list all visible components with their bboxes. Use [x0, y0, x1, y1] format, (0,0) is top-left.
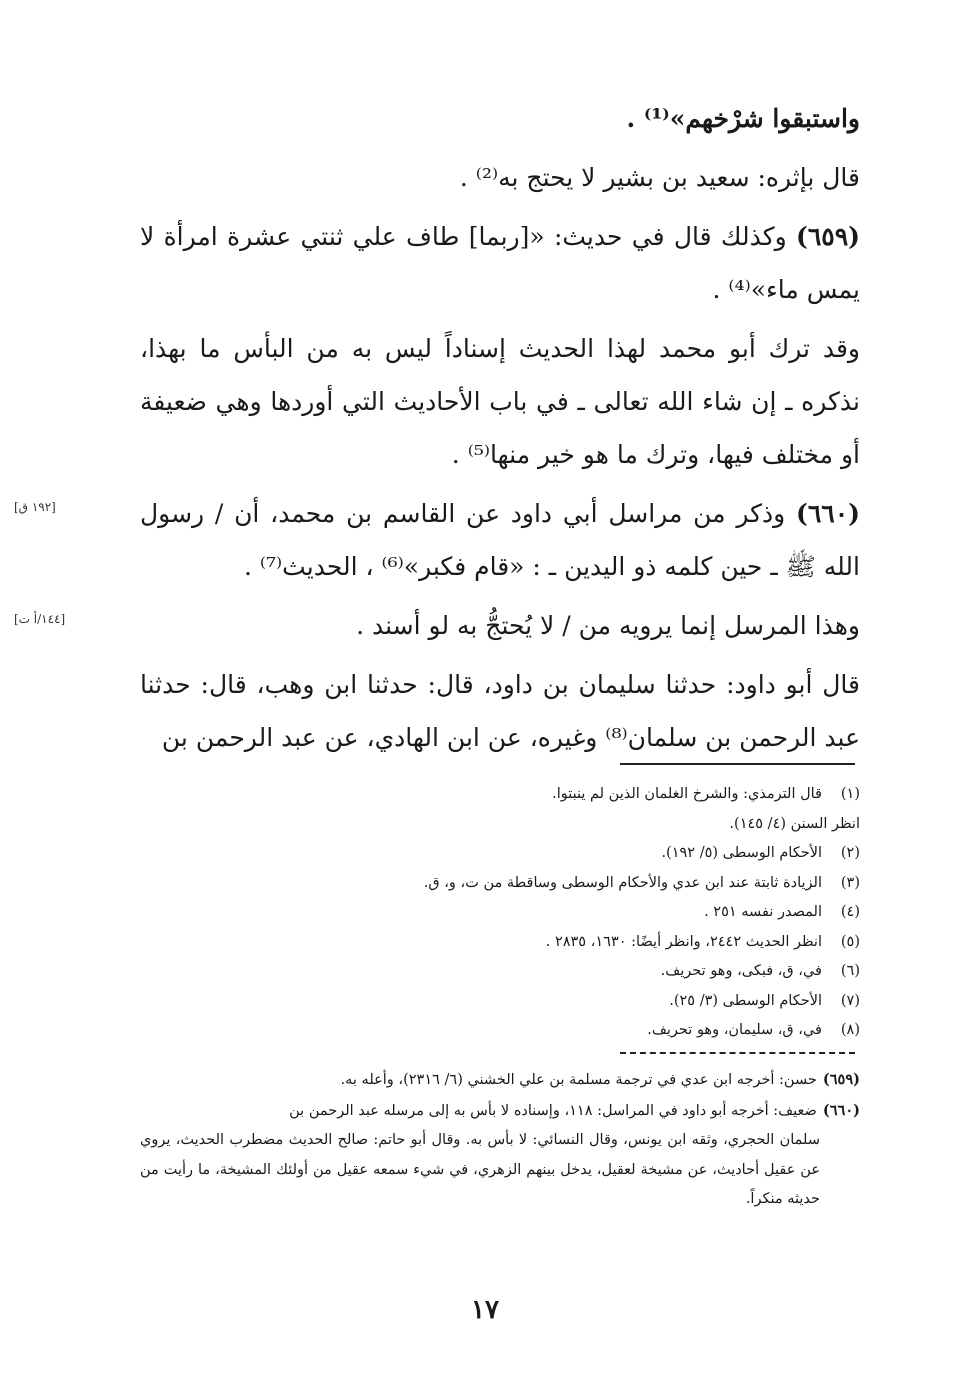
paragraph-3: [140, 210, 860, 316]
footnote-separator: [620, 763, 855, 765]
footnotes: [180, 780, 860, 1046]
paragraph-7: قال أبو داود: حدثنا سليمان بن داود، قال: حدثنا ابن وهب، قال: حدثنا عبد الرحمن بن سلمان⁽⁸⁾ وغيره، عن ابن الهادي، عن عبد الرحمن بن: [140, 670, 860, 752]
paragraph-2: قال بإثره: سعيد بن بشير لا يحتج به⁽²⁾ .: [459, 163, 860, 192]
takhrij-660-continued: سلمان الحجري، وثقه ابن يونس، وقال النسائي: لا بأس به. وقال أبو حاتم: صالح الحديث مضطرب الحديث، يروي عن عقيل أحاديث، عن مشيخة لعقيل، يدخل بينهم الزهري، في شيء سمعه عقيل من أولئك المشيخة، ما رأيت من حديثه منكراً.: [140, 1132, 820, 1207]
footnote-1: (١) قال الترمذي: والشرخ الغلمان الذين لم ينبتوا.: [552, 786, 860, 802]
paragraph-3-text: وكذلك قال في حديث: «[ربما] طاف علي ثنتي عشرة امرأة لا يمس ماء»⁽⁴⁾ .: [140, 222, 860, 304]
paragraph-4: وقد ترك أبو محمد لهذا الحديث إسناداً ليس به من البأس ما بهذا، نذكره ـ إن شاء الله تعالى ـ في باب الأحاديث التي أوردها وهي ضعيفة أو مختلف فيها، وترك ما هو خير منها⁽⁵⁾ .: [140, 334, 861, 469]
footnote-7: (٧) الأحكام الوسطى (٣/ ٢٥).: [669, 992, 860, 1009]
takhrij-659: (٦٥٩)حسن: أخرجه ابن عدي في ترجمة مسلمة بن علي الخشني (٦/ ٢٣١٦)، وأعله به.: [340, 1071, 860, 1088]
hadith-number-659: (٦٥٩): [796, 222, 860, 251]
paragraph-5-text: وذكر من مراسل أبي داود عن القاسم بن محمد، أن / رسول الله ﷺ ـ حين كلمه ذو اليدين ـ : «قام فكبر»⁽⁶⁾ ، الحديث⁽⁷⁾ .: [140, 499, 860, 581]
footnote-4: (٤) المصدر نفسه ٢٥١ .: [704, 904, 860, 920]
takhrij-notes: [140, 1065, 860, 1215]
footnote-5: (٥) انظر الحديث ٢٤٤٢، وانظر أيضًا: ١٦٣٠، ٢٨٣٥ .: [545, 933, 860, 950]
hadith-number-660: (٦٦٠): [796, 499, 860, 528]
footnote-6: (٦) في، ق، فبكى، وهو تحريف.: [660, 963, 860, 979]
margin-note-2: [١٤٤/أ ت]: [14, 612, 66, 626]
takhrij-separator: [620, 1052, 855, 1054]
footnote-3: (٣) الزيادة ثابتة عند ابن عدي والأحكام الوسطى وساقطة من ت، و، ق.: [423, 874, 860, 891]
margin-note-1: [١٩٢ ق]: [14, 500, 56, 514]
takhrij-660: (٦٦٠)ضعيف: أخرجه أبو داود في المراسل: ١١٨، وإسناده لا بأس به إلى مرسله عبد الرحمن بن: [289, 1101, 860, 1119]
footnote-2: (٢) الأحكام الوسطى (٥/ ١٩٢).: [661, 845, 860, 861]
footnote-8: (٨) في، ق، سليمان، وهو تحريف.: [647, 1022, 860, 1038]
paragraph-1: واستبقوا شرْخهم»⁽¹⁾ .: [626, 104, 860, 133]
main-text: [140, 92, 860, 770]
footnote-1-continued: انظر السنن (٤/ ١٤٥).: [729, 815, 860, 832]
page-number: ١٧: [471, 1295, 499, 1325]
paragraph-6: وهذا المرسل إنما يرويه من / لا يُحتجُّ به لو أسند .: [356, 611, 860, 640]
paragraph-5: [140, 487, 860, 593]
